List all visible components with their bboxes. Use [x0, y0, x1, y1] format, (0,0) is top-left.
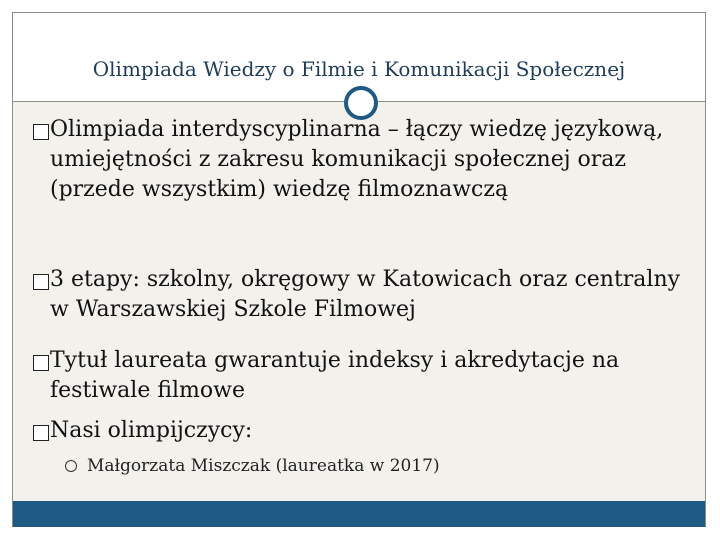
- square-bullet-icon: [33, 425, 49, 441]
- sub-bullet-text: Małgorzata Miszczak (laureatka w 2017): [87, 456, 440, 476]
- bullet-item: [33, 416, 688, 446]
- slide: [12, 12, 706, 527]
- square-bullet-icon: [33, 124, 49, 140]
- bullet-text: Tytuł laureata gwarantuje indeksy i akredytacje na festiwale filmowe: [50, 348, 620, 403]
- bullet-item: [33, 346, 688, 406]
- bullet-text: Nasi olimpijczycy:: [50, 418, 253, 443]
- bullet-item: [33, 115, 688, 205]
- sub-bullet-item: [61, 454, 681, 478]
- bullet-text: Olimpiada interdyscyplinarna – łączy wiedzę językową, umiejętności z zakresu komunikacji społecznej oraz (przede wszystkim) wiedzę filmoznawczą: [50, 117, 664, 202]
- circle-bullet-icon: [65, 460, 77, 472]
- square-bullet-icon: [33, 274, 49, 290]
- bullet-text: 3 etapy: szkolny, okręgowy w Katowicach oraz centralny w Warszawskiej Szkole Filmowej: [50, 267, 681, 322]
- slide-title: Olimpiada Wiedzy o Filmie i Komunikacji Społecznej: [92, 57, 626, 81]
- footer-bar: [13, 501, 705, 527]
- bullet-item: [33, 265, 688, 325]
- square-bullet-icon: [33, 355, 49, 371]
